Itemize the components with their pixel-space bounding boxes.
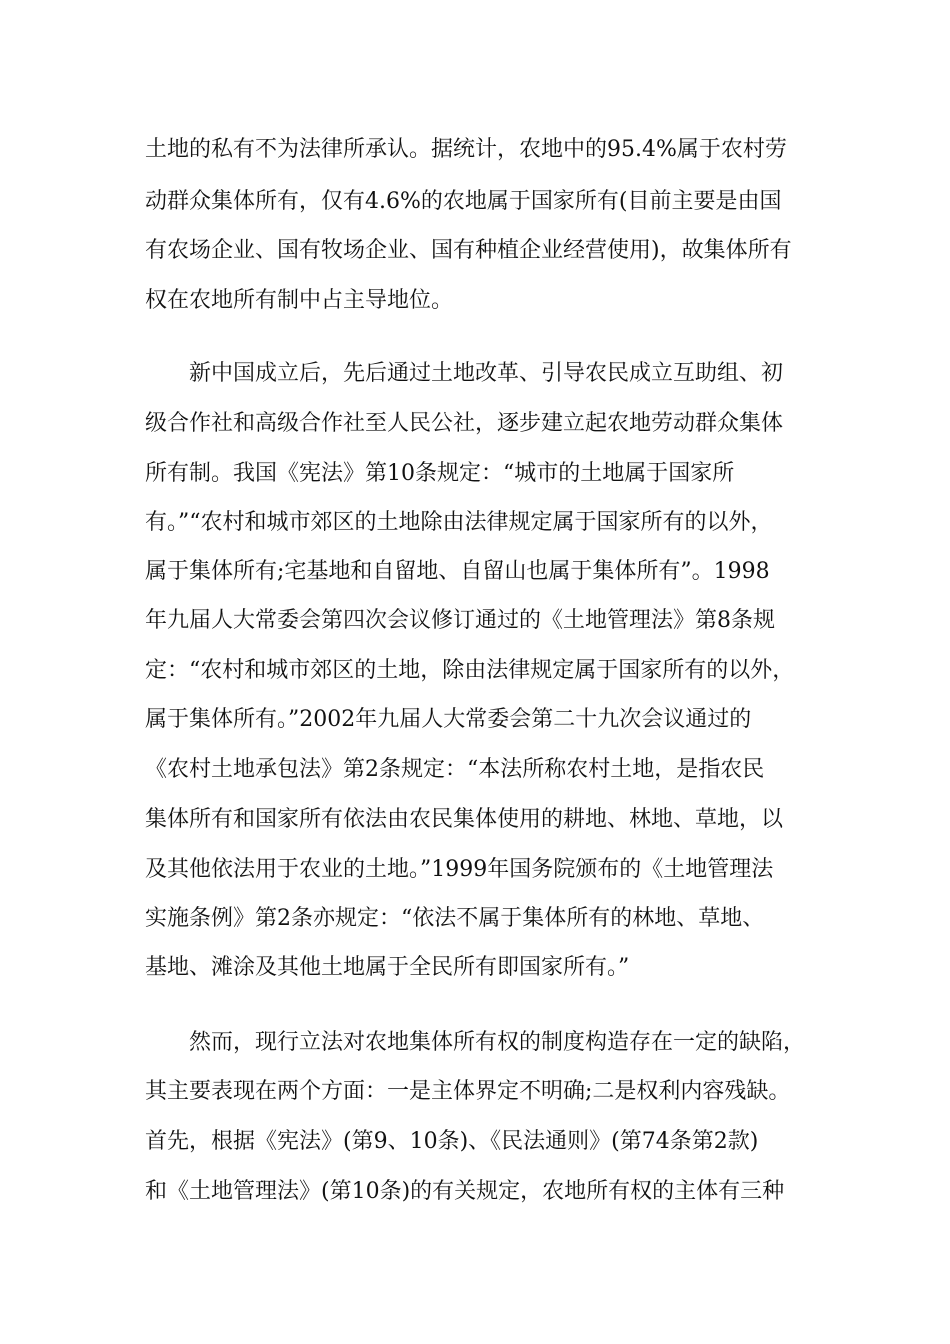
paragraph-2-line-3: 所有制。我国《宪法》第10条规定：“城市的土地属于国家所: [145, 461, 735, 486]
paragraph-2-line-11: 及其他依法用于农业的土地。”1999年国务院颁布的《土地管理法: [145, 857, 774, 882]
paragraph-1-line-4: 权在农地所有制中占主导地位。: [145, 288, 454, 313]
paragraph-2-line-8: 属于集体所有。”2002年九届人大常委会第二十九次会议通过的: [145, 707, 752, 732]
paragraph-2-line-13: 基地、滩涂及其他土地属于全民所有即国家所有。”: [145, 955, 630, 980]
paragraph-2-line-5: 属于集体所有;宅基地和自留地、自留山也属于集体所有”。1998: [145, 559, 770, 584]
paragraph-2-line-12: 实施条例》第2条亦规定：“依法不属于集体所有的林地、草地、: [145, 906, 765, 931]
paragraph-2-line-4: 有。”“农村和城市郊区的土地除由法律规定属于国家所有的以外，: [145, 510, 773, 535]
paragraph-3-line-4: 和《土地管理法》(第10条)的有关规定，农地所有权的主体有三种: [145, 1179, 785, 1204]
paragraph-1-line-2: 动群众集体所有，仅有4.6%的农地属于国家所有(目前主要是由国: [145, 189, 782, 214]
paragraph-2-line-2: 级合作社和高级合作社至人民公社，逐步建立起农地劳动群众集体: [145, 411, 784, 436]
paragraph-1-line-1: 土地的私有不为法律所承认。据统计，农地中的95.4%属于农村劳: [145, 137, 787, 162]
paragraph-3-line-2: 其主要表现在两个方面：一是主体界定不明确;二是权利内容残缺。: [145, 1079, 791, 1104]
paragraph-2-line-9: 《农村土地承包法》第2条规定：“本法所称农村土地，是指农民: [145, 757, 765, 782]
paragraph-3-line-3: 首先，根据《宪法》(第9、10条)、《民法通则》(第74条第2款): [145, 1129, 759, 1154]
paragraph-1-line-3: 有农场企业、国有牧场企业、国有种植企业经营使用)，故集体所有: [145, 238, 792, 263]
paragraph-2-line-10: 集体所有和国家所有依法由农民集体使用的耕地、林地、草地，以: [145, 807, 784, 832]
paragraph-2-line-1: 新中国成立后，先后通过土地改革、引导农民成立互助组、初: [189, 361, 784, 386]
paragraph-3-line-1: 然而，现行立法对农地集体所有权的制度构造存在一定的缺陷，: [189, 1030, 806, 1055]
paragraph-2-line-6: 年九届人大常委会第四次会议修订通过的《土地管理法》第8条规: [145, 608, 775, 633]
paragraph-2-line-7: 定：“农村和城市郊区的土地，除由法律规定属于国家所有的以外，: [145, 658, 795, 683]
